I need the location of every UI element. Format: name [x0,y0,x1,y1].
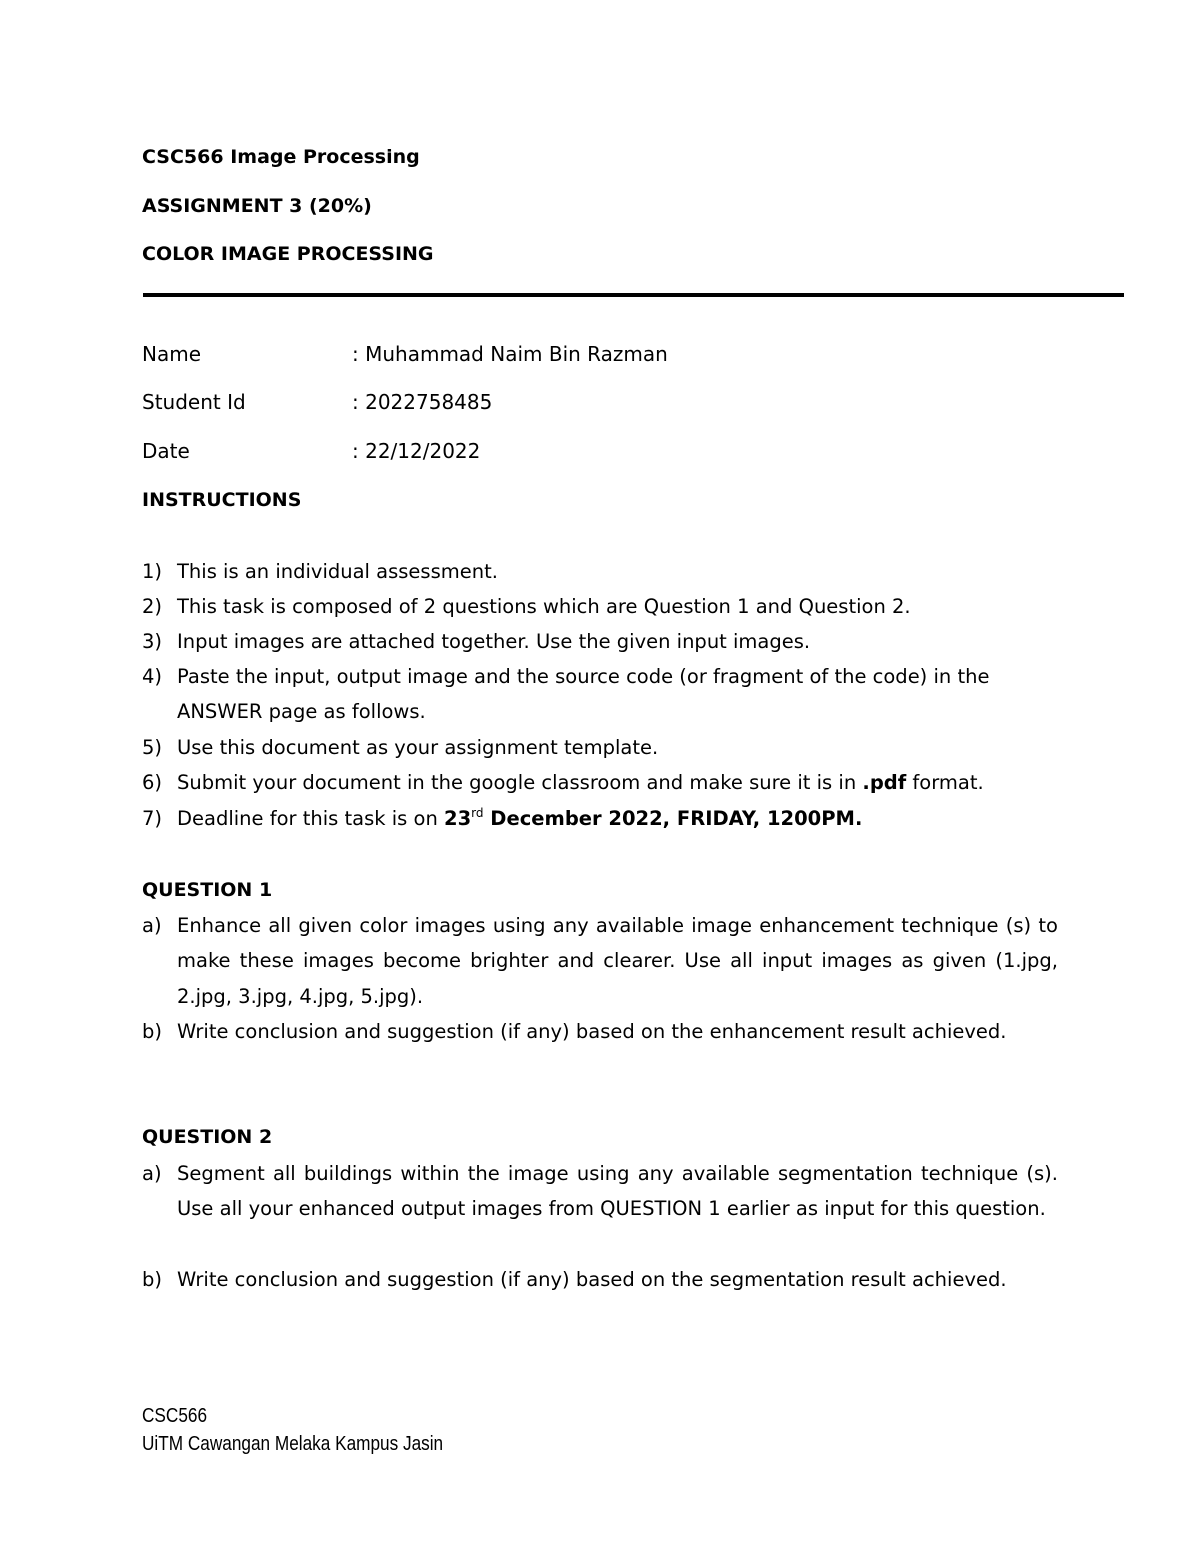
instruction-text-part: format. [906,771,984,794]
instruction-text-part: Deadline for this task is on [177,807,445,830]
question2-heading: QUESTION 2 [142,1126,273,1148]
question-item [142,1014,1058,1049]
topic-title: COLOR IMAGE PROCESSING [142,243,434,265]
deadline-day: 23 [444,807,472,830]
list-letter: a) [142,1162,162,1185]
question-text: Write conclusion and suggestion (if any) based on the segmentation result achieved. [177,1268,1007,1291]
student-id-label: Student Id [142,390,246,414]
list-number: 6) [142,771,163,794]
question-item [142,908,1058,1014]
question-text: Segment all buildings within the image using any available segmentation technique (s). Use all your enhanced output images from QUESTION 1 earlier as input for this question. [177,1162,1058,1221]
list-number: 5) [142,736,163,759]
student-id-value: : 2022758485 [352,390,493,414]
list-number: 2) [142,595,163,618]
instruction-text [177,801,1058,836]
date-value: : 22/12/2022 [352,439,481,463]
instruction-item [142,554,1058,589]
list-letter: b) [142,1020,162,1043]
footer-campus: UiTM Cawangan Melaka Kampus Jasin [142,1433,444,1455]
instruction-item [142,801,1058,836]
list-letter: b) [142,1268,162,1291]
instruction-text: Use this document as your assignment template. [177,736,659,759]
question-text: Enhance all given color images using any available image enhancement technique (s) to make these images become brighter and clearer. Use all input images as given (1.jpg, 2.jpg, 3.jpg, 4.jpg, 5.jpg). [177,914,1058,1008]
instruction-item [142,730,1058,765]
name-value: : Muhammad Naim Bin Razman [352,342,668,366]
instruction-text: Input images are attached together. Use the given input images. [177,630,811,653]
instruction-text: This task is composed of 2 questions which are Question 1 and Question 2. [177,595,911,618]
instruction-item [142,589,1058,624]
horizontal-rule [143,293,1124,297]
instruction-text [177,765,1058,800]
question-item [142,1156,1058,1227]
list-number: 3) [142,630,163,653]
instruction-item [142,659,1058,730]
instruction-text: Paste the input, output image and the source code (or fragment of the code) in the ANSWER page as follows. [177,665,990,724]
list-number: 4) [142,665,163,688]
question1-heading: QUESTION 1 [142,879,273,901]
list-letter: a) [142,914,162,937]
list-number: 1) [142,560,163,583]
instruction-text: This is an individual assessment. [177,560,498,583]
assignment-title: ASSIGNMENT 3 (20%) [142,195,372,217]
date-label: Date [142,439,190,463]
name-label: Name [142,342,202,366]
deadline-date: December 2022, FRIDAY, 1200PM. [483,807,863,830]
instructions-heading: INSTRUCTIONS [142,489,302,511]
question-text: Write conclusion and suggestion (if any) based on the enhancement result achieved. [177,1020,1007,1043]
instruction-item [142,765,1058,800]
deadline-ordinal: rd [471,805,484,820]
course-title: CSC566 Image Processing [142,146,420,168]
instruction-item [142,624,1058,659]
footer-course-code: CSC566 [142,1405,208,1427]
pdf-format-bold: .pdf [862,771,907,794]
question-item [142,1262,1058,1297]
instruction-text-part: Submit your document in the google classroom and make sure it is in [177,771,863,794]
list-number: 7) [142,807,163,830]
